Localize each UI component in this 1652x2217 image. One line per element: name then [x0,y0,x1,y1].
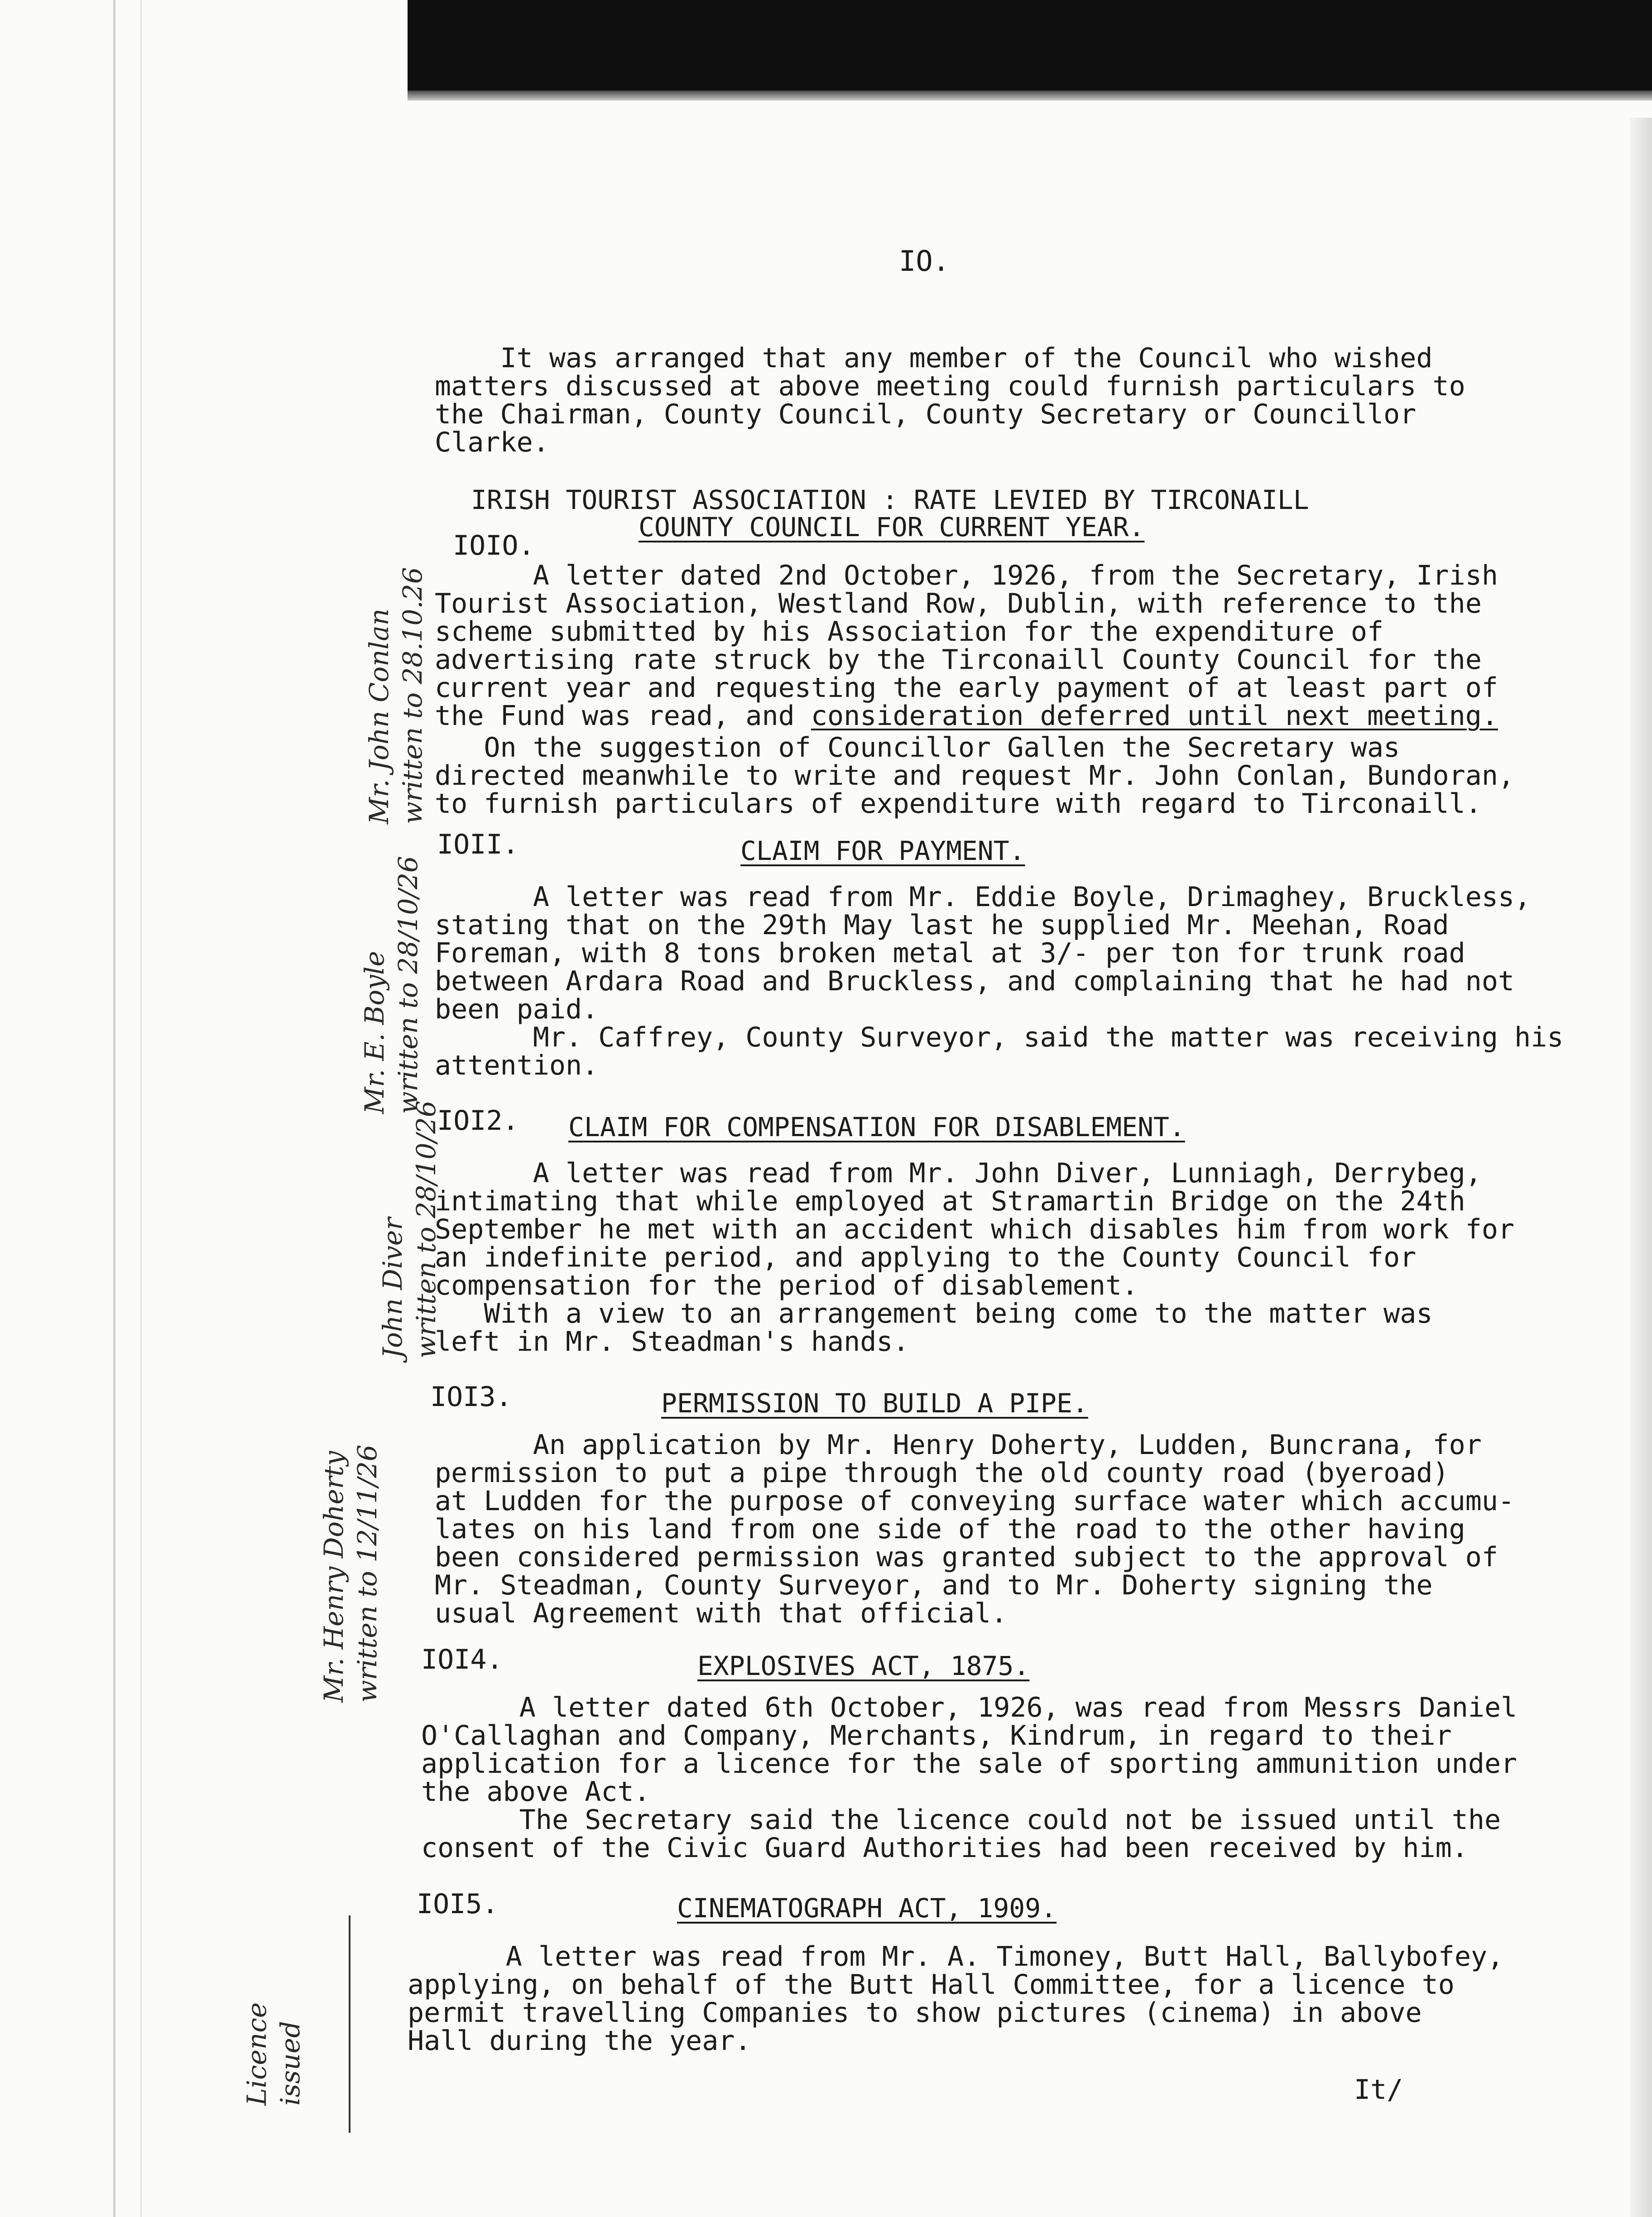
page-right-edge [1630,118,1652,2217]
handwritten-margin-note: Mr. Henry Doherty written to 12/11/26 [318,1444,383,1703]
opening-paragraph: It was arranged that any member of the Council who wished matters discussed at above meeting could furnish particulars to the Chairman, County Council, County Secretary or Councillor Clarke. [435,342,1465,458]
item-number: IOI4. [421,1644,503,1675]
scan-shadow-band [408,0,1652,91]
item-body [435,561,1549,730]
item-body-continued: On the suggestion of Councillor Gallen the Secretary was directed meanwhile to write and request Mr. John Conlan, Bundoran, to furnish particulars of expenditure with regard to Tirconaill. [435,732,1515,820]
margin-pen-line [349,1915,351,2133]
handwritten-margin-note: Licence issued [241,2002,306,2106]
item-heading: CLAIM FOR PAYMENT. [740,835,1025,866]
item-body: A letter dated 6th October, 1926, was read from Messrs Daniel O'Callaghan and Company, Merchants, Kindrum, in regard to their application for a licence for the sale of sporting ammunition under the above Act. The Secretary said the licence could not be issued until the consent of the Civic Guard Authorities had been received by him. [421,1692,1518,1864]
item-body: A letter was read from Mr. A. Timoney, Butt Hall, Ballybofey, applying, on behalf of the Butt Hall Committee, for a licence to permit travelling Companies to show pictures (cinema) in above Hall during the year. [408,1941,1504,2057]
item-number: IOI2. [437,1105,519,1137]
item-heading: PERMISSION TO BUILD A PIPE. [661,1388,1088,1419]
page-fold-line [140,0,142,2217]
handwritten-margin-note: Mr. John Conlan written to 28.10.26 [364,567,428,824]
item-number: IOII. [437,829,519,860]
catch-word: It/ [1354,2074,1403,2106]
item-heading: EXPLOSIVES ACT, 1875. [697,1651,1030,1681]
item-heading: CLAIM FOR COMPENSATION FOR DISABLEMENT. [568,1112,1185,1142]
handwritten-margin-note: Mr. E. Boyle written to 28/10/26 [359,856,423,1114]
item-number: IOIO. [453,530,535,561]
item-body: A letter was read from Mr. John Diver, Lunniagh, Derrybeg, intimating that while employed at Stramartin Bridge on the 24th September he met with an accident which disables him from work for an indefinite period, and applying to the County Council for compensation for the period of disablement. With a view to an arrangement being come to the matter was left in Mr. Steadman's hands. [435,1157,1515,1358]
item-heading: IRISH TOURIST ASSOCIATION : RATE LEVIED BY TIRCONAILL [471,485,1309,515]
page-top-edge [408,91,1652,101]
item-body-text: A letter dated 2nd October, 1926, from the Secretary, Irish Tourist Association, Westland Row, Dublin, with reference to the scheme submitted by his Association for the expenditure of advertising rate struck by the Tirconaill County Council for the current year and requesting the early payment of at least part of the Fund was read, and [435,560,1498,732]
page-number: IO. [899,245,950,278]
item-body-underlined: consideration deferred until next meeting. [811,700,1498,732]
item-heading-line2: COUNTY COUNCIL FOR CURRENT YEAR. [639,512,1145,542]
page-fold-line [113,0,115,2217]
item-body: An application by Mr. Henry Doherty, Ludden, Buncrana, for permission to put a pipe through the old county road (byeroad) at Ludden for the purpose of conveying surface water which accumu- lates on his land from one side of the road to the other having been considered permission was granted subject to the approval of Mr. Steadman, County Surveyor, and to Mr. Doherty signing the usual Agreement with that official. [435,1429,1515,1629]
item-heading: CINEMATOGRAPH ACT, 1909. [677,1893,1057,1924]
item-number: IOI3. [430,1381,512,1413]
item-number: IOI5. [417,1888,499,1920]
handwritten-margin-note: John Diver written to 28/10/26 [377,1100,442,1358]
item-body: A letter was read from Mr. Eddie Boyle, Drimaghey, Bruckless, stating that on the 29th May last he supplied Mr. Meehan, Road Foreman, with 8 tons broken metal at 3/- per ton for trunk road between Ardara Road and Bruckless, and complaining that he had not been paid. Mr. Caffrey, County Surveyor, said the matter was receiving his attention. [435,881,1564,1081]
